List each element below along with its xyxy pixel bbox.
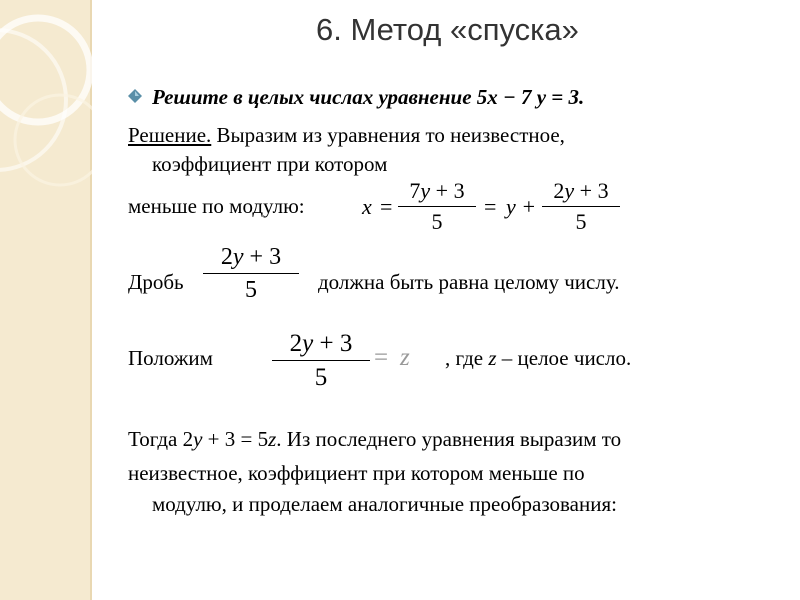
put-line-prefix: Положим <box>128 346 213 370</box>
eq1-frac1-var: y <box>420 178 431 203</box>
fraction-line-numerator <box>203 243 299 271</box>
solution-label: Решение. <box>128 123 212 147</box>
eq1-lhs: x <box>362 194 372 219</box>
put-line-numerator <box>272 329 370 358</box>
put-line-suffix <box>445 344 631 372</box>
eq1-frac1-bar <box>398 206 476 207</box>
eq1-fraction-2 <box>542 178 620 235</box>
solution-text-1: Выразим из уравнения то неизвестное, <box>211 123 565 147</box>
put-line-denominator: 5 <box>314 364 328 392</box>
task-statement: Решите в целых числах уравнение 5x − 7 y = 3. <box>152 85 585 109</box>
solution-line-2: коэффициент при котором <box>152 152 388 176</box>
put-line-suffix-var: z <box>488 346 497 370</box>
put-line-suffix-a: , где <box>445 346 489 370</box>
eq1-frac1-numerator <box>398 178 476 204</box>
put-line-rhs: z <box>400 344 410 371</box>
eq1-fraction-1 <box>398 178 476 235</box>
then-line-2: неизвестное, коэффициент при котором меньше по <box>128 461 585 485</box>
then-line-1 <box>128 425 621 453</box>
eq1-equals: = <box>380 194 393 219</box>
put-line-coef: 2 <box>289 330 303 357</box>
bullet-icon <box>128 89 142 103</box>
fraction-line-const: + 3 <box>249 244 282 270</box>
then-line-1-y: y <box>193 427 203 451</box>
then-line-1-b: + 3 = 5 <box>202 427 269 451</box>
solution-line-3: меньше по модулю: <box>128 194 305 218</box>
eq1-frac2-bar <box>542 206 620 207</box>
put-line-bar <box>272 360 370 361</box>
eq1-frac1-coef: 7 <box>409 178 421 203</box>
put-line-suffix-b: – целое число. <box>496 346 632 370</box>
put-line-equals: = <box>374 344 389 371</box>
decorative-rings <box>0 0 92 600</box>
fraction-line-coef: 2 <box>220 244 233 270</box>
then-line-3: модулю, и проделаем аналогичные преобразования: <box>152 492 617 516</box>
fraction-line-suffix: должна быть равна целому числу. <box>318 270 620 294</box>
eq1-frac2-numerator <box>542 178 620 204</box>
slide-title: 6. Метод «спуска» <box>316 12 579 47</box>
eq1-frac2-const: + 3 <box>579 178 609 203</box>
eq1-frac1-const: + 3 <box>435 178 465 203</box>
then-line-1-c: . Из последнего уравнения выразим то <box>276 427 622 451</box>
eq1-frac2-coef: 2 <box>553 178 565 203</box>
fraction-line-bar <box>203 273 299 274</box>
solution-line-1 <box>128 121 565 149</box>
fraction-line-fraction <box>203 243 299 304</box>
eq1-mid-text: y + <box>506 194 537 219</box>
eq1-frac1-denominator: 5 <box>431 209 443 235</box>
eq1-equals-2: = <box>484 194 497 219</box>
fraction-line-var: y <box>232 244 244 270</box>
then-line-1-z: z <box>268 427 277 451</box>
put-line-const: + 3 <box>319 330 353 357</box>
fraction-line-denominator: 5 <box>245 277 257 304</box>
eq1-frac2-denominator: 5 <box>575 209 587 235</box>
eq1-mid <box>506 194 536 220</box>
fraction-line-prefix: Дробь <box>128 270 184 294</box>
put-line-fraction <box>272 329 370 392</box>
eq1-frac2-var: y <box>564 178 575 203</box>
put-line-var: y <box>302 330 314 357</box>
then-line-1-a: Тогда 2 <box>128 427 194 451</box>
